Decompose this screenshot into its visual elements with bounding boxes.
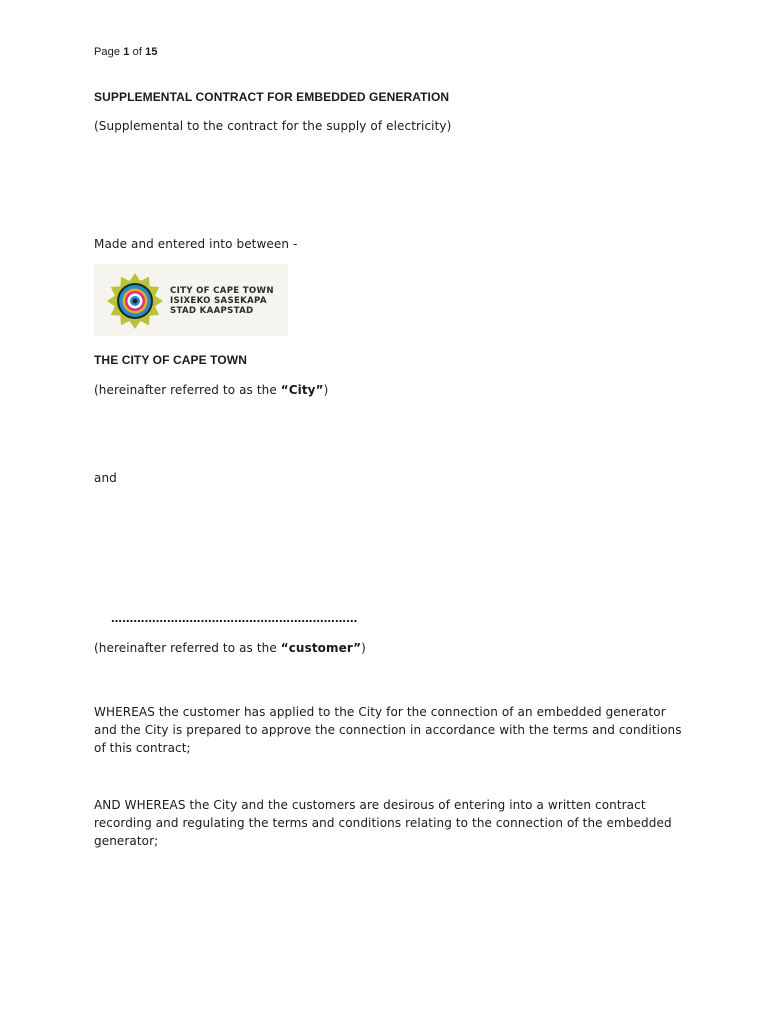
- page-of-label: of: [132, 46, 142, 58]
- document-subtitle: (Supplemental to the contract for the supply of electricity): [94, 119, 452, 133]
- page-number-header: [94, 43, 158, 61]
- page-label: Page: [94, 46, 121, 58]
- whereas-clause-2: AND WHEREAS the City and the customers are desirous of entering into a written contract recording and regulating the terms and conditions relating to the connection of the embedded generator;: [94, 798, 672, 848]
- party2-ref-prefix: (hereinafter referred to as the: [94, 641, 281, 655]
- city-emblem-icon: [106, 272, 164, 330]
- made-between-text: Made and entered into between -: [94, 237, 298, 251]
- logo-line-xhosa: ISIXEKO SASEKAPA: [170, 296, 267, 306]
- logo-line-english: CITY OF CAPE TOWN: [170, 286, 274, 296]
- page-total: 15: [145, 46, 158, 58]
- city-of-cape-town-logo: [94, 264, 288, 336]
- document-title: SUPPLEMENTAL CONTRACT FOR EMBEDDED GENERATION: [94, 90, 450, 104]
- and-text: and: [94, 471, 117, 485]
- party2-ref-suffix: ): [361, 641, 366, 655]
- customer-name-blank: …………………………………………………………: [111, 612, 358, 625]
- party2-ref-term: “customer”: [280, 641, 362, 655]
- party1-ref-prefix: (hereinafter referred to as the: [94, 383, 281, 397]
- logo-wordmark: [170, 286, 274, 316]
- party1-ref-suffix: ): [323, 383, 329, 397]
- party1-ref-term: “City”: [280, 383, 324, 397]
- page-current: 1: [123, 46, 130, 58]
- party1-reference: [94, 381, 328, 399]
- whereas-clause-1: WHEREAS the customer has applied to the City for the connection of an embedded generator and the City is prepared to approve the connection in accordance with the terms and conditions of this contract;: [94, 705, 682, 755]
- logo-line-afrikaans: STAD KAAPSTAD: [170, 306, 254, 316]
- party2-reference: [94, 639, 366, 657]
- party1-name: THE CITY OF CAPE TOWN: [94, 353, 247, 367]
